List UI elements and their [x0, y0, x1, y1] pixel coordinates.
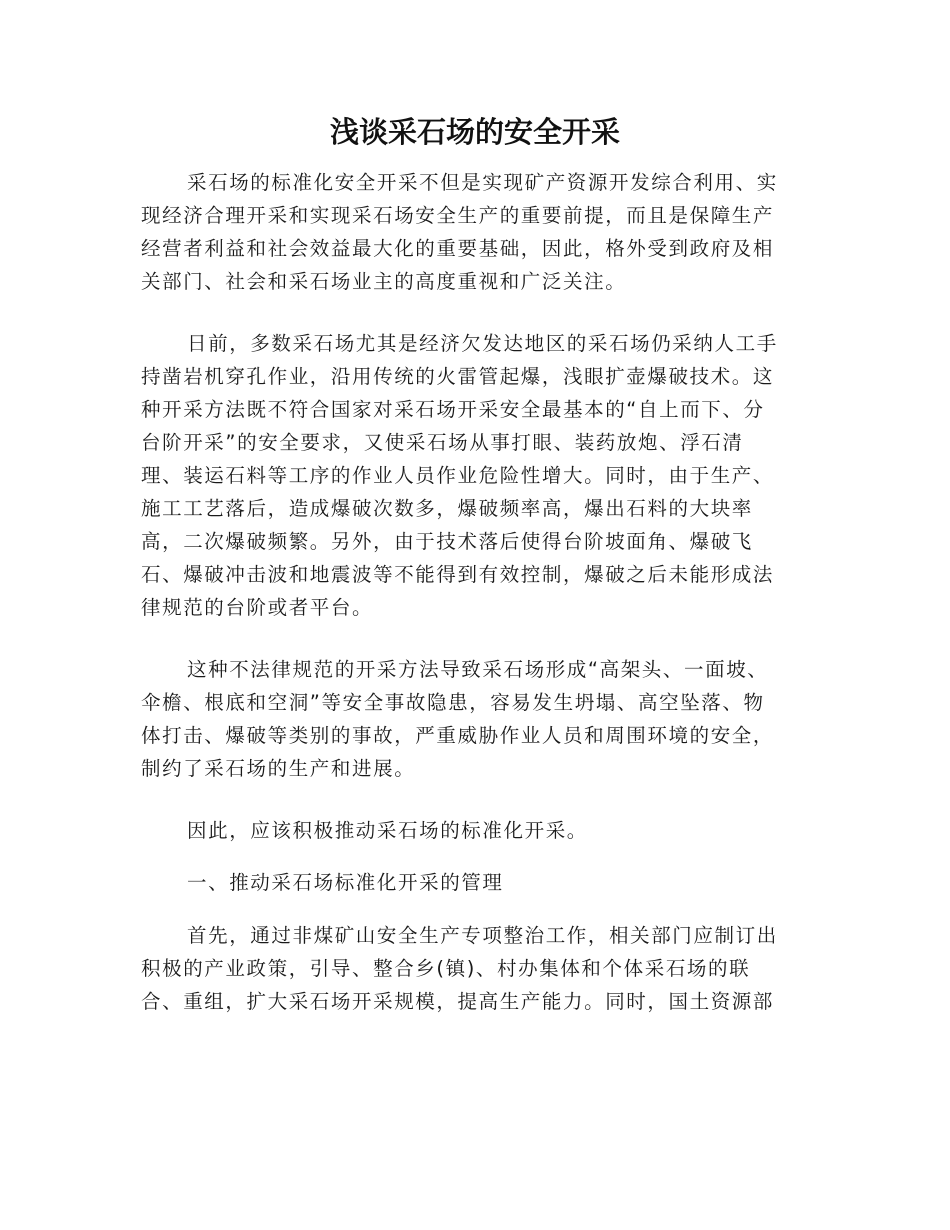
- paragraph-2-line-2: 持凿岩机穿孔作业，沿用传统的火雷管起爆，浅眼扩壶爆破技术。这: [141, 365, 775, 388]
- paragraph-2-line-6: 施工工艺落后，造成爆破次数多，爆破频率高，爆出石料的大块率: [141, 497, 753, 520]
- paragraph-3-line-4: 制约了采石场的生产和进展。: [141, 757, 416, 780]
- paragraph-2-line-8: 石、爆破冲击波和地震波等不能得到有效控制，爆破之后未能形成法: [141, 563, 775, 586]
- paragraph-3-line-2: 伞檐、根底和空洞”等安全事故隐患，容易发生坍塌、高空坠落、物: [141, 691, 765, 714]
- paragraph-3-line-1: 这种不法律规范的开采方法导致采石场形成“高架头、一面坡、: [187, 658, 769, 681]
- paragraph-1-line-3: 经营者利益和社会效益最大化的重要基础，因此，格外受到政府及相: [141, 237, 775, 260]
- paragraph-2-line-7: 高，二次爆破频繁。另外，由于技术落后使得台阶坡面角、爆破飞: [141, 530, 753, 553]
- paragraph-2-line-5: 理、装运石料等工序的作业人员作业危险性增大。同时，由于生产、: [141, 464, 775, 487]
- paragraph-2-line-9: 律规范的台阶或者平台。: [141, 596, 374, 619]
- paragraph-1-line-2: 现经济合理开采和实现采石场安全生产的重要前提，而且是保障生产: [141, 204, 775, 227]
- paragraph-1-line-1: 采石场的标准化安全开采不但是实现矿产资源开发综合利用、实: [187, 171, 778, 194]
- paragraph-2-line-1: 日前，多数采石场尤其是经济欠发达地区的采石场仍采纳人工手: [187, 332, 778, 355]
- paragraph-6-line-3: 合、重组，扩大采石场开采规模，提高生产能力。同时，国土资源部: [141, 990, 775, 1013]
- paragraph-2-line-3: 种开采方法既不符合国家对采石场开采安全最基本的“自上而下、分: [141, 398, 765, 421]
- paragraph-6-line-1: 首先，通过非煤矿山安全生产专项整治工作，相关部门应制订出: [187, 924, 778, 947]
- paragraph-2-line-4: 台阶开采”的安全要求，又使采石场从事打眼、装药放炮、浮石清: [141, 431, 744, 454]
- paragraph-6-line-2: 积极的产业政策，引导、整合乡(镇)、村办集体和个体采石场的联: [141, 957, 751, 980]
- paragraph-3-line-3: 体打击、爆破等类别的事故，严重威胁作业人员和周围环境的安全，: [141, 724, 775, 747]
- document-title: 浅谈采石场的安全开采: [329, 115, 620, 149]
- section-heading-1: 一、推动采石场标准化开采的管理: [187, 871, 504, 894]
- paragraph-4-line-1: 因此，应该积极推动采石场的标准化开采。: [187, 819, 588, 842]
- paragraph-1-line-4: 关部门、社会和采石场业主的高度重视和广泛关注。: [141, 270, 627, 293]
